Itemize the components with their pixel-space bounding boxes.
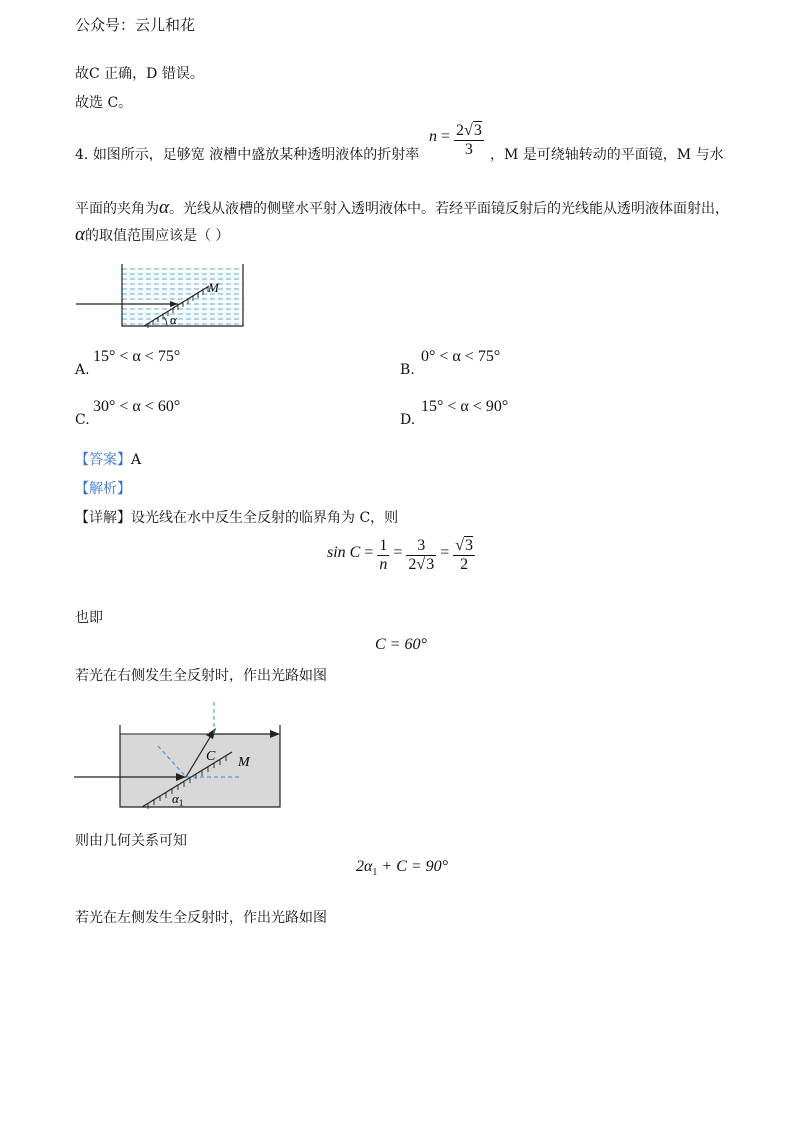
option-a-letter: A. xyxy=(75,362,90,378)
eq1-f2-num: 3 xyxy=(406,537,436,556)
answer-value: A xyxy=(131,452,142,468)
critical-angle-equation xyxy=(327,537,475,574)
prev-line-2: 故选 C。 xyxy=(75,95,133,111)
mirror-label-m: M xyxy=(208,280,219,295)
alpha-symbol: α xyxy=(159,197,169,218)
option-a-expr: 15° < α < 75° xyxy=(93,348,181,365)
option-c-letter: C. xyxy=(75,412,90,428)
fraction-num-coef: 2 xyxy=(456,122,465,139)
eq2-critical-angle: C = 60° xyxy=(375,636,427,653)
option-b-letter: B. xyxy=(400,362,415,378)
eq1-frac-3: $\frac{√3}{2}$ xyxy=(455,537,473,573)
liquid-body xyxy=(122,268,243,326)
eq1-eq-2: = xyxy=(393,544,403,562)
left-side-text: 若光在左侧发生全反射时，作出光路如图 xyxy=(75,910,327,926)
eq1-f1-num: 1 xyxy=(379,537,388,554)
alpha1-subscript: 1 xyxy=(178,798,184,808)
question-line2-b: 。光线从液槽的侧壁水平射入透明液体中。若经平面镜反射后的光线能从透明液体面射出， xyxy=(168,201,729,217)
option-d-letter: D. xyxy=(400,412,416,428)
eq1-frac-2: $\frac{3}{2√3}$ xyxy=(408,537,435,573)
equals-sign: = xyxy=(441,128,451,146)
angle-label-alpha: α xyxy=(170,312,177,327)
question-text-a: 如图所示，足够宽 液槽中盛放某种透明液体的折射率 xyxy=(92,147,420,163)
fraction: $\frac{2√3}{3}$ xyxy=(456,122,482,158)
eq1-f3-den: 2 xyxy=(460,556,469,573)
eq3-sub: 1 xyxy=(372,867,378,879)
alpha-symbol-2: α xyxy=(75,224,85,245)
liquid-body-2 xyxy=(120,734,280,807)
critical-angle-label: C xyxy=(206,749,216,764)
liquid-tank-figure xyxy=(74,262,249,332)
refractive-index-formula xyxy=(429,122,484,159)
header-text: 公众号：云儿和花 xyxy=(75,16,196,34)
eq1-eq-3: = xyxy=(440,544,450,562)
alpha1-symbol: α xyxy=(172,791,179,806)
question-line-3 xyxy=(75,226,229,245)
geometry-text: 则由几何关系可知 xyxy=(75,833,187,849)
option-d-expr: 15° < α < 90° xyxy=(421,398,509,415)
answer-line xyxy=(75,451,141,469)
also-text: 也即 xyxy=(75,610,103,626)
question-line-2 xyxy=(75,199,729,218)
detail-line xyxy=(75,509,398,527)
eq3-rest: + C = 90° xyxy=(377,858,449,875)
eq3-a: 2α xyxy=(356,858,373,875)
question-line-1 xyxy=(75,146,419,164)
fraction-num-radicand: 3 xyxy=(473,122,482,139)
right-side-text: 若光在右侧发生全反射时，作出光路如图 xyxy=(75,668,327,684)
eq1-f2-den-coef: 2 xyxy=(408,556,417,573)
question-line2-a: 平面的夹角为 xyxy=(75,201,159,217)
eq1-f3-num-rad: 3 xyxy=(465,537,473,554)
eq1-eq-1: = xyxy=(364,544,374,562)
question-number: 4. xyxy=(75,147,89,163)
option-b-expr: 0° < α < 75° xyxy=(421,348,501,365)
prev-line-1: 故C 正确，D 错误。 xyxy=(75,66,204,82)
eq3-angle-relation xyxy=(356,858,448,878)
n-symbol: n xyxy=(429,128,437,146)
option-c-expr: 30° < α < 60° xyxy=(93,398,181,415)
eq1-f2-den-rad: 3 xyxy=(426,556,435,573)
fraction-den: 3 xyxy=(464,141,473,158)
mirror-label-m-2: M xyxy=(238,755,250,770)
detail-text: 设光线在水中反生全反射的临界角为 C，则 xyxy=(131,510,399,526)
eq1-lhs: sin C xyxy=(327,544,361,562)
question-text-b: ，M 是可绕轴转动的平面镜，M 与水 xyxy=(490,147,724,163)
right-reflection-figure xyxy=(72,700,284,810)
question-line3: 的取值范围应该是（ ） xyxy=(84,228,230,244)
analysis-tag: 【解析】 xyxy=(75,481,131,497)
detail-tag: 【详解】 xyxy=(75,510,131,526)
eq1-frac-1 xyxy=(377,537,389,574)
eq1-f1-den: n xyxy=(379,556,388,573)
answer-tag: 【答案】 xyxy=(75,452,131,468)
